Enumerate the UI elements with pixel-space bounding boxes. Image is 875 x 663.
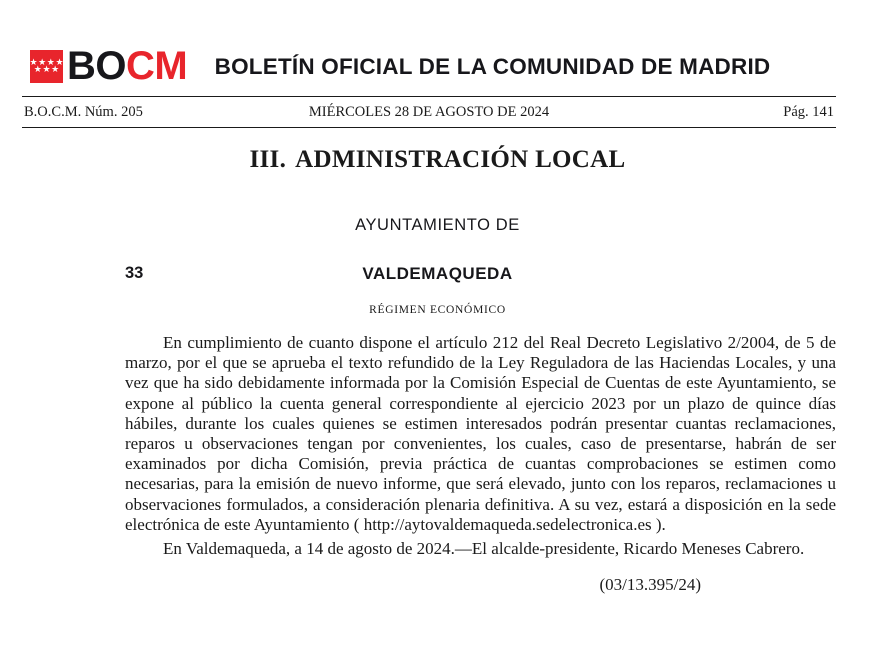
issue-number: B.O.C.M. Núm. 205 <box>24 103 143 120</box>
masthead <box>0 0 875 95</box>
organization-label: AYUNTAMIENTO DE <box>355 216 520 234</box>
issue-date: MIÉRCOLES 28 DE AGOSTO DE 2024 <box>308 103 550 120</box>
entity-name: VALDEMAQUEDA <box>362 264 513 283</box>
section-title-text: ADMINISTRACIÓN LOCAL <box>295 146 626 173</box>
star-icon: ★ <box>46 58 55 68</box>
wordmark-cm: CM <box>126 44 188 88</box>
reference-code: (03/13.395/24) <box>599 575 701 595</box>
star-icon: ★ <box>55 58 64 68</box>
star-icon: ★ <box>33 65 42 75</box>
publication-title: BOLETÍN OFICIAL DE LA COMUNIDAD DE MADRID <box>214 54 771 79</box>
entity-row <box>0 264 875 288</box>
announcement-paragraph: En cumplimiento de cuanto dispone el artículo 212 del Real Decreto Legislativo 2/2004, de 5 de marzo, por el que se aprueba el texto refundido de la Ley Reguladora de las Haciendas Locales, y una vez que ha sido debidamente informada por la Comisión Especial de Cuentas de este Ayuntamiento, se expone al público la cuenta general correspondiente al ejercicio 2023 por un plazo de quince días hábiles, durante los cuales quienes se estimen interesados podrán presentar cuantas reclamaciones, reparos u observaciones tengan por convenientes, los cuales, caso de presentarse, habrán de ser examinados por dicha Comisión, previa práctica de cuantas comprobaciones se estimen como necesarias, para la emisión de nuevo informe, que será elevado, junto con los reparos, reclamaciones u observaciones formulados, a consideración plenaria definitiva. A su vez, estará a disposición en la sede electrónica de este Ayuntamiento ( http://aytovaldemaqueda.sedelectronica.es ). <box>125 333 836 534</box>
wordmark-bo: BO <box>67 44 126 88</box>
body-area <box>125 333 836 559</box>
star-icon: ★ <box>38 58 47 68</box>
page-number: Pág. 141 <box>783 103 834 120</box>
issue-infobar <box>22 96 836 128</box>
star-icon: ★ <box>42 65 51 75</box>
section-numeral: III. <box>249 146 287 173</box>
document-content <box>0 126 875 595</box>
subject-heading: RÉGIMEN ECONÓMICO <box>369 304 506 316</box>
star-icon: ★ <box>29 58 38 68</box>
section-heading <box>0 146 875 174</box>
signature-paragraph: En Valdemaqueda, a 14 de agosto de 2024.—El alcalde-presidente, Ricardo Meneses Cabrero. <box>163 539 805 559</box>
star-icon: ★ <box>51 65 60 75</box>
entry-number: 33 <box>125 264 144 282</box>
